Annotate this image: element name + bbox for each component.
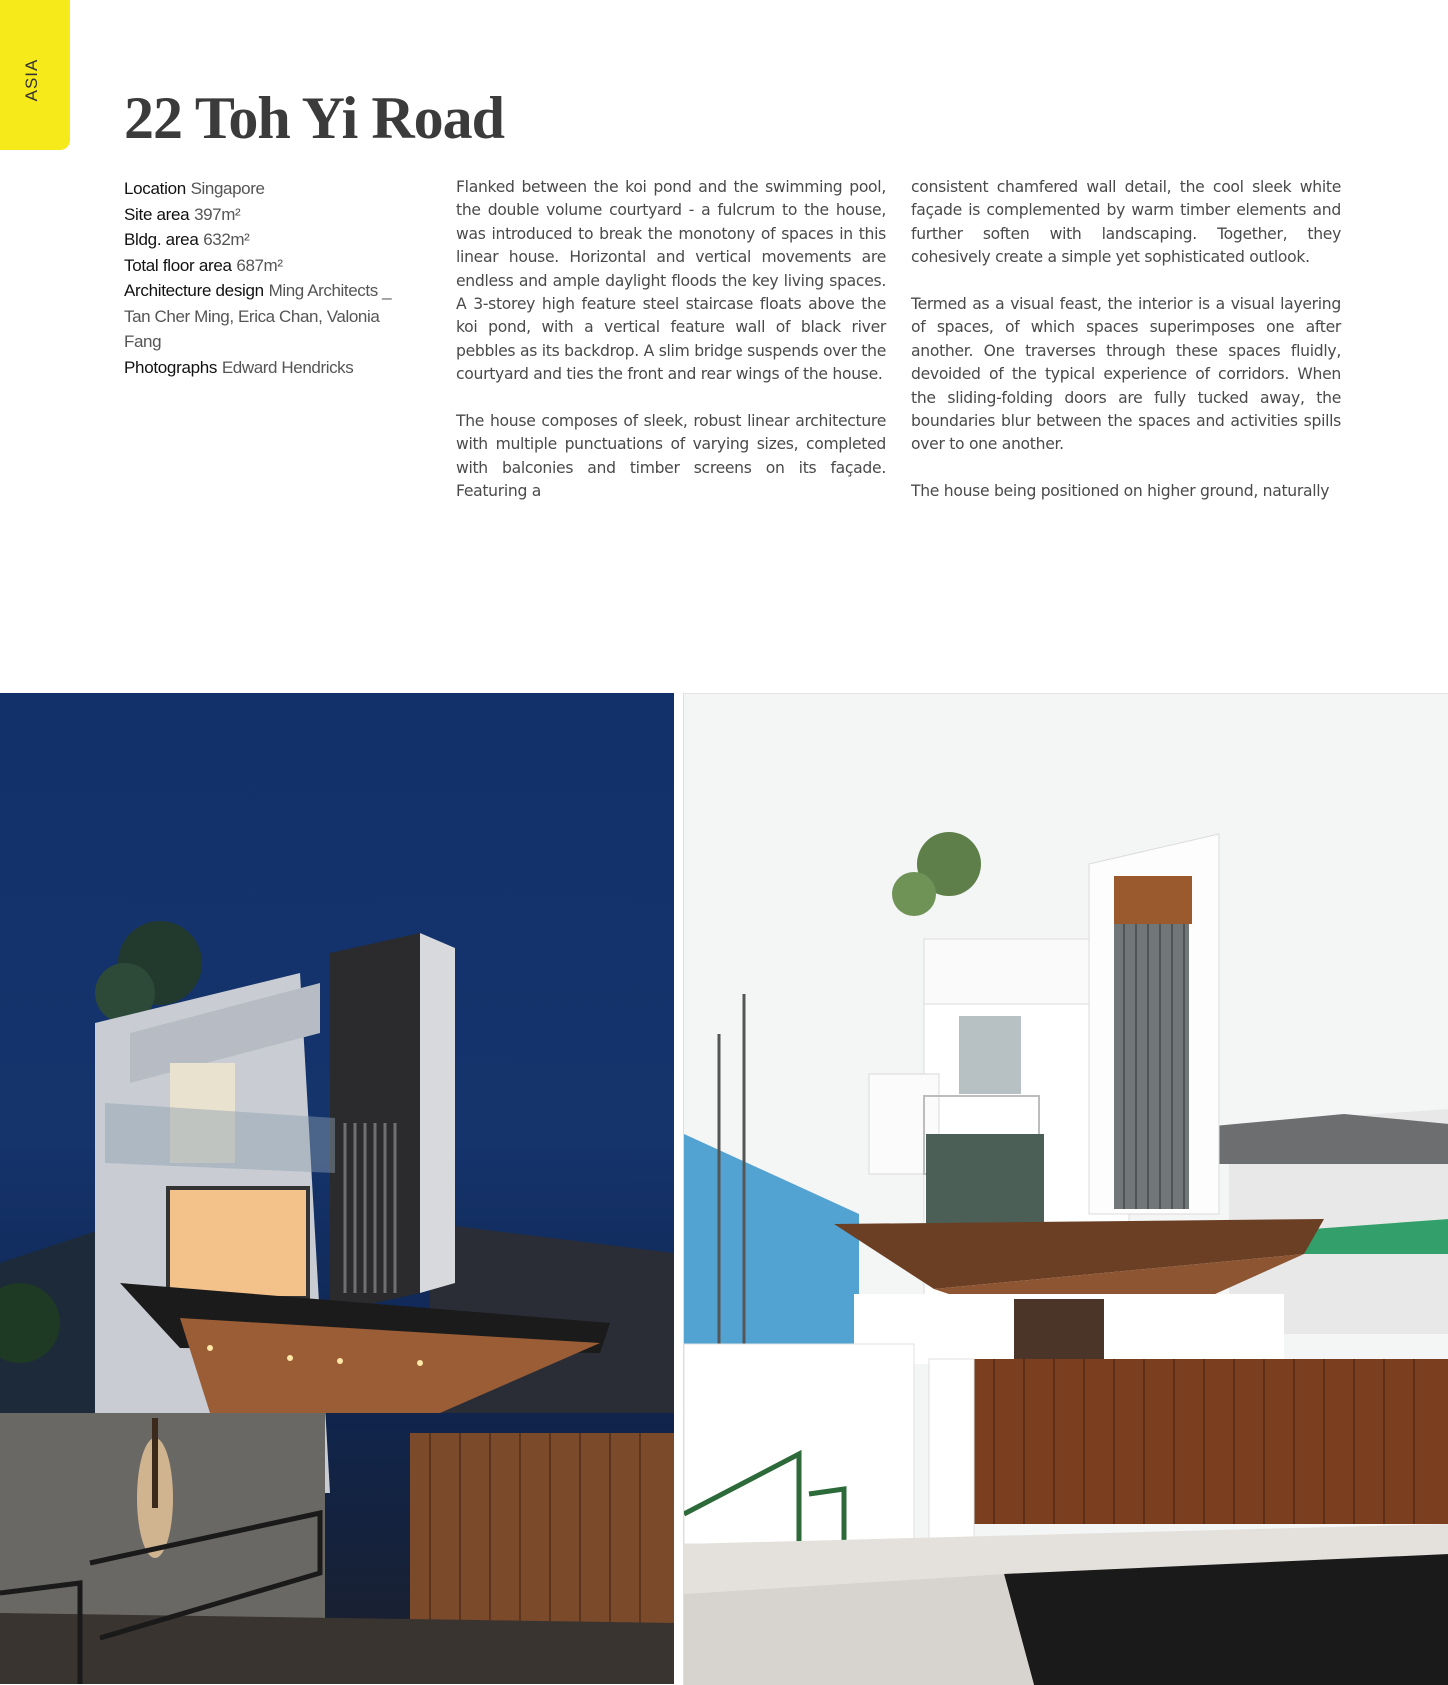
section-tab xyxy=(0,0,70,150)
page-title: 22 Toh Yi Road xyxy=(124,85,505,151)
info-architecture-design: Architecture design Ming Architects _ Tan Cher Ming, Erica Chan, Valonia Fang xyxy=(124,281,392,351)
section-tab-label: ASIA xyxy=(22,58,41,102)
info-total-floor-area: Total floor area 687m² xyxy=(124,255,283,275)
info-location: Location Singapore xyxy=(124,179,265,198)
body-column-1 xyxy=(456,176,886,527)
project-info xyxy=(124,176,414,380)
paragraph: The house composes of sleek, robust linear architecture with multiple punctuations of varying sizes, completed with balconies and timber screens on its façade. Featuring a xyxy=(456,412,886,501)
day-house-photo xyxy=(683,693,1448,1685)
day-house-illustration xyxy=(684,694,1448,1685)
paragraph: Flanked between the koi pond and the swimming pool, the double volume courtyard - a fulcrum to the house, was introduced to break the monotony of spaces in this linear house. Horizontal and vertical movements are endless and ample daylight floods the key living spaces. A 3-storey high feature steel staircase floats above the koi pond, with a vertical feature wall of black river pebbles as its backdrop. A slim bridge suspends over the courtyard and ties the front and rear wings of the house. xyxy=(456,178,886,384)
paragraph: The house being positioned on higher ground, naturally xyxy=(911,482,1330,501)
info-bldg-area: Bldg. area 632m² xyxy=(124,230,250,249)
info-site-area: Site area 397m² xyxy=(124,204,241,224)
night-house-illustration xyxy=(0,693,674,1684)
night-house-photo xyxy=(0,693,674,1684)
paragraph: Termed as a visual feast, the interior is a visual layering of spaces, of which spaces superimposes one after another. One traverses through these spaces fluidly, devoided of the typical experience of corridors. When the sliding-folding doors are fully tucked away, the boundaries blur between the spaces and activities spills over to one another. xyxy=(911,295,1341,454)
paragraph: consistent chamfered wall detail, the cool sleek white façade is complemented by warm timber elements and further soften with landscaping. Together, they cohesively create a simple yet sophisticated outlook. xyxy=(911,178,1341,267)
body-column-2 xyxy=(911,176,1341,527)
info-photographs: Photographs Edward Hendricks xyxy=(124,357,354,377)
